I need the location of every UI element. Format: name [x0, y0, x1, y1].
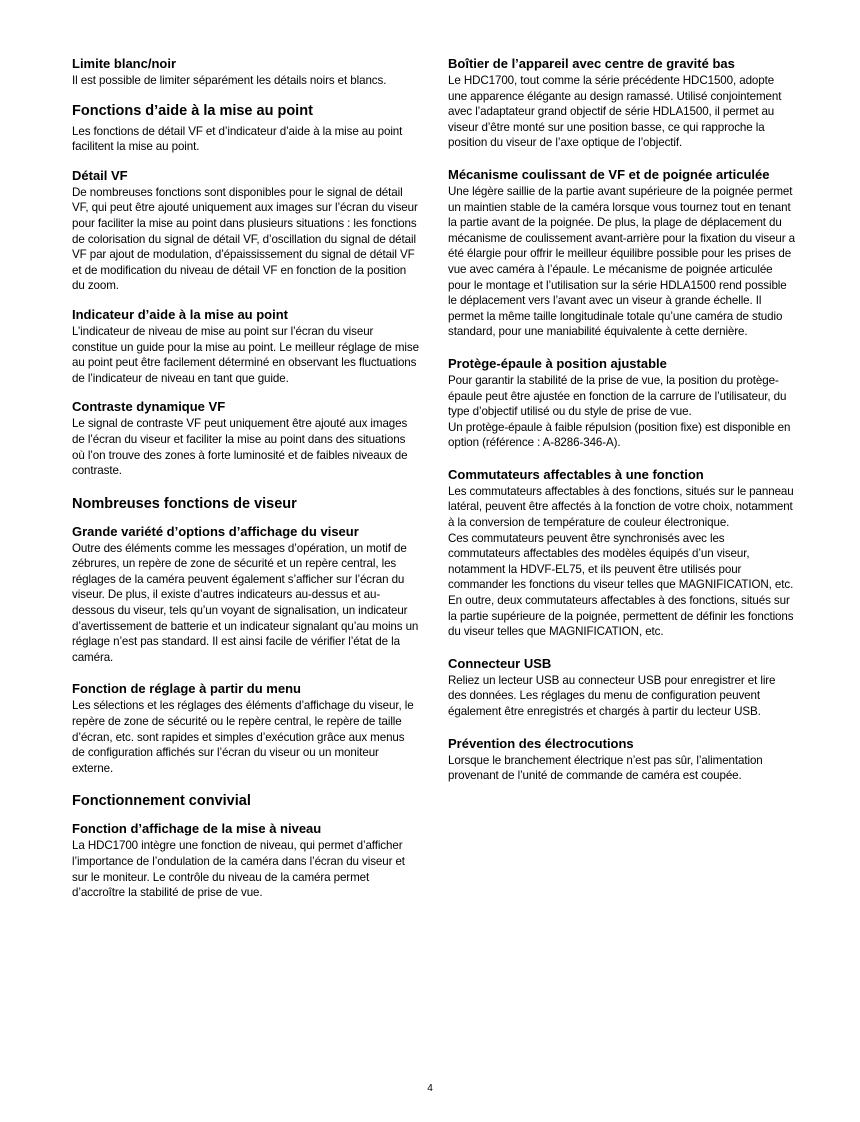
boitier-text: Le HDC1700, tout comme la série précédente HDC1500, adopte une apparence élégante au design ramassé. Utilisé conjointement avec l’adaptateur grand objectif de série HDLA1500, il permet au viseur d’être monté sur une position basse, ce qui rapproche la position du viseur de l’axe optique de l’objectif. — [448, 74, 782, 150]
usb-text: Reliez un lecteur USB au connecteur USB pour enregistrer et lire des données. Les réglages du menu de configuration peuvent également être enregistrés et chargés à partir du lecteur USB. — [448, 673, 776, 718]
nombreuses-title: Nombreuses fonctions de viseur — [72, 495, 297, 512]
detail-text: De nombreuses fonctions sont disponibles pour le signal de détail VF, qui peut être ajouté uniquement aux images sur l’écran du viseur pour faciliter la mise au point dans plusieurs situations : les fonctions de colorisation du signal de détail VF, d’oscillation du signal de détail VF par ajout de modulation, d’épaississement du signal de détail VF et de modification du niveau de détail VF en fonction de la position du zoom. — [72, 185, 418, 293]
section-contraste — [72, 399, 420, 478]
niveau-heading: Fonction d’affichage de la mise à niveau — [72, 821, 322, 837]
section-aide — [72, 102, 420, 155]
section-indicateur — [72, 307, 420, 386]
detail-heading: Détail VF — [72, 167, 128, 183]
section-niveau — [72, 821, 420, 900]
section-detail — [72, 168, 420, 294]
section-reglage — [72, 681, 420, 776]
prevention-text: Lorsque le branchement électrique n’est pas sûr, l’alimentation provenant de l’unité de commande de caméra est coupée. — [448, 753, 763, 783]
section-usb — [448, 656, 796, 720]
commutateurs-text-1: Les commutateurs affectables à des fonctions, situés sur le panneau latéral, peuvent être affectés à la fonction de votre choix, notamment à la conversion de température de couleur électronique. — [448, 484, 794, 530]
section-mecanisme — [448, 167, 796, 340]
left-column — [72, 56, 420, 917]
section-limite — [72, 56, 420, 89]
convivial-title: Fonctionnement convivial — [72, 793, 251, 810]
section-grande — [72, 524, 420, 666]
indicateur-text: L’indicateur de niveau de mise au point sur l’écran du viseur constitue un guide pour la mise au point. Le meilleur réglage de mise au point peut être facilement déterminé en observant les fluctuations de l’indicateur de niveau en tant que guide. — [72, 324, 419, 385]
boitier-heading: Boîtier de l’appareil avec centre de gravité bas — [448, 56, 735, 71]
grande-heading: Grande variété d’options d’affichage du viseur — [72, 523, 359, 539]
grande-text: Outre des éléments comme les messages d’opération, un motif de zébrures, un repère de zone de sécurité et un repère central, les réglages de la caméra peuvent également s’afficher sur l’écran du viseur. De plus, il existe d’autres indicateurs au-dessus et au-dessous du viseur, tels qu’un voyant de signalisation, un indicateur d’avertissement de batterie et un indicateur signalant qu’au moins un réglage n’est pas standard. Il est ainsi facile de vérifier l’état de la caméra. — [72, 541, 419, 664]
prevention-heading: Prévention des électrocutions — [448, 735, 634, 751]
reglage-heading: Fonction de réglage à partir du menu — [72, 681, 301, 697]
right-column — [448, 56, 796, 800]
commutateurs-text-3: En outre, deux commutateurs affectables à des fonctions, situés sur la partie supérieure de la poignée, permettent de définir les fonctions du viseur telles que MAGNIFICATION, etc. — [448, 594, 794, 639]
niveau-text: La HDC1700 intègre une fonction de niveau, qui permet d’afficher l’importance de l’ondulation de la caméra dans l’écran du viseur et sur le moniteur. Le contrôle du niveau de la caméra permet d’accroître la stabilité de prise de vue. — [72, 839, 405, 900]
contraste-heading: Contraste dynamique VF — [72, 399, 226, 415]
limite-text: Il est possible de limiter séparément les détails noirs et blancs. — [72, 74, 387, 87]
indicateur-heading: Indicateur d’aide à la mise au point — [72, 306, 288, 322]
section-boitier — [448, 56, 796, 151]
limite-heading: Limite blanc/noir — [72, 56, 177, 71]
section-protege — [448, 356, 796, 451]
protege-heading: Protège-épaule à position ajustable — [448, 355, 667, 371]
aide-title: Fonctions d’aide à la mise au point — [72, 102, 313, 119]
mecanisme-text: Une légère saillie de la partie avant supérieure de la poignée permet un maintien stable de la caméra lorsque vous tournez tout en tenant la partie avant de la poignée. De plus, la plage de déplacement du mécanisme de coulissement avant-arrière pour la fixation du viseur a été élargie pour offrir le meilleur équilibre possible pour les prises de vue avec caméra à l’épaule. Le mécanisme de poignée articulée pour le montage et l’utilisation sur la série HDLA1500 rend possible le déplacement vers l’avant avec un viseur à grande échelle. Il permet la même taille longitudinale totale qu’une caméra de studio standard, pour une maniabilité équivalente à cette dernière. — [448, 184, 795, 339]
commutateurs-heading: Commutateurs affectables à une fonction — [448, 466, 704, 482]
commutateurs-text-2: Ces commutateurs peuvent être synchronisés avec les commutateurs affectables des modèles équipés d’un viseur, notamment la HDVF-EL75, et ils peuvent être utilisés pour commander les fonctions du viseur telles que MAGNIFICATION, etc. — [448, 531, 794, 592]
section-prevention — [448, 736, 796, 784]
protege-text-2: Un protège-épaule à faible répulsion (position fixe) est disponible en option (référence : A-8286-346-A). — [448, 420, 791, 450]
usb-heading: Connecteur USB — [448, 655, 552, 671]
protege-text-1: Pour garantir la stabilité de la prise de vue, la position du protège-épaule peut être ajustée en fonction de la carrure de l’utilisateur, du type d’objectif utilisé ou du style de prise de vue. — [448, 373, 787, 419]
contraste-text: Le signal de contraste VF peut uniquement être ajouté aux images de l’écran du viseur et faciliter la mise au point dans des situations où l’on trouve des zones à forte luminosité et de faibles niveaux de contraste. — [72, 417, 408, 478]
section-commutateurs — [448, 467, 796, 640]
mecanisme-heading: Mécanisme coulissant de VF et de poignée articulée — [448, 166, 770, 182]
page-number: 4 — [427, 1083, 433, 1094]
aide-text: Les fonctions de détail VF et d’indicateur d’aide à la mise au point facilitent la mise au point. — [72, 124, 403, 154]
reglage-text: Les sélections et les réglages des éléments d’affichage du viseur, le repère de zone de sécurité ou le repère central, le repère de taille d’écran, etc. sont rapides et simples d’exécution grâce aux menus de configuration affichés sur l’écran du viseur ou un moniteur externe. — [72, 699, 414, 775]
